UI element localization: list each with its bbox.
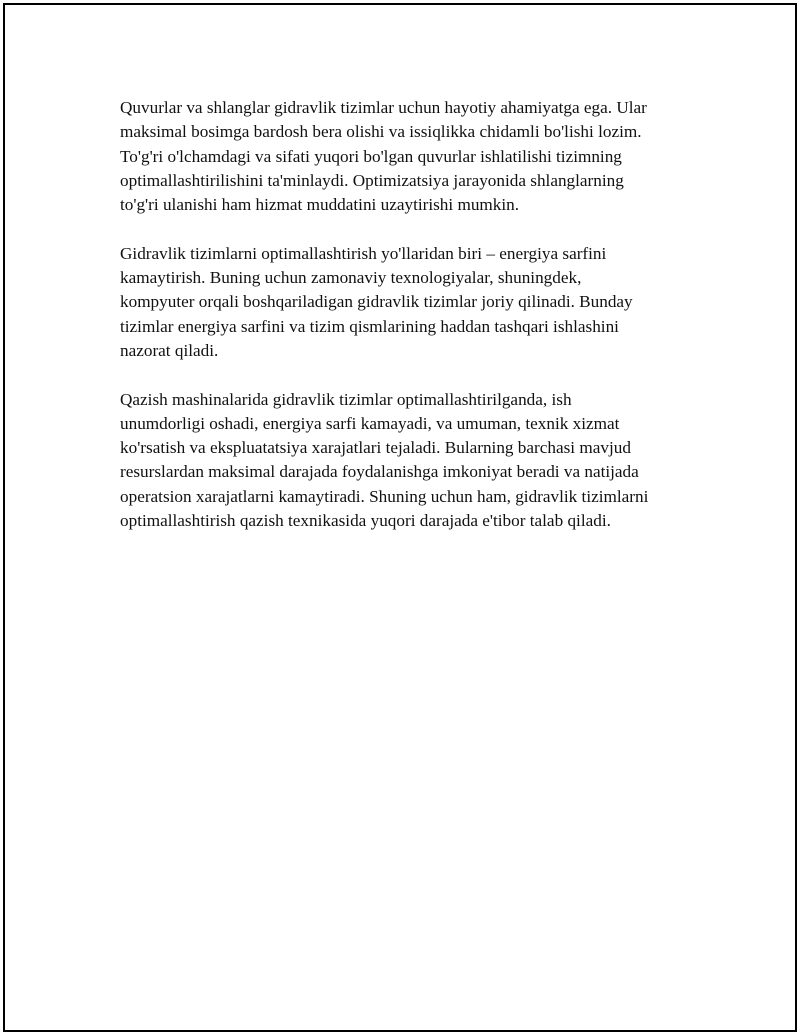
text-line: Quvurlar va shlanglar gidravlik tizimlar uchun hayotiy ahamiyatga ega. Ular	[120, 98, 647, 117]
text-line: Qazish mashinalarida gidravlik tizimlar optimallashtirilganda, ish	[120, 389, 572, 409]
text-line: to'g'ri ulanishi ham hizmat muddatini uzaytirishi mumkin.	[120, 195, 520, 215]
text-line: optimallashtirilishini ta'minlaydi. Optimizatsiya jarayonida shlanglarning	[120, 170, 624, 190]
text-line: resurslardan maksimal darajada foydalanishga imkoniyat beradi va natijada	[120, 462, 639, 482]
paragraph-3	[120, 388, 705, 534]
text-line: maksimal bosimga bardosh bera olishi va issiqlikka chidamli bo'lishi lozim.	[120, 122, 642, 142]
text-line: To'g'ri o'lchamdagi va sifati yuqori bo'lgan quvurlar ishlatilishi tizimning	[120, 146, 622, 166]
text-line: ko'rsatish va ekspluatatsiya xarajatlari tejaladi. Bularning barchasi mavjud	[120, 438, 631, 458]
text-line: kamaytirish. Buning uchun zamonaviy texnologiyalar, shuningdek,	[120, 268, 582, 288]
text-line: optimallashtirish qazish texnikasida yuqori darajada e'tibor talab qiladi.	[120, 511, 611, 531]
paragraph-2	[120, 242, 705, 363]
text-line: unumdorligi oshadi, energiya sarfi kamayadi, va umuman, texnik xizmat	[120, 413, 620, 433]
text-line: Gidravlik tizimlarni optimallashtirish yo'llaridan biri – energiya sarfini	[120, 243, 607, 263]
text-line: nazorat qiladi.	[120, 340, 219, 360]
text-line: operatsion xarajatlarni kamaytiradi. Shuning uchun ham, gidravlik tizimlarni	[120, 486, 649, 506]
paragraph-1	[120, 96, 705, 217]
document-page	[3, 3, 797, 1032]
text-line: kompyuter orqali boshqariladigan gidravlik tizimlar joriy qilinadi. Bunday	[120, 292, 633, 312]
text-line: tizimlar energiya sarfini va tizim qismlarining haddan tashqari ishlashini	[120, 316, 619, 336]
document-body	[120, 96, 705, 558]
